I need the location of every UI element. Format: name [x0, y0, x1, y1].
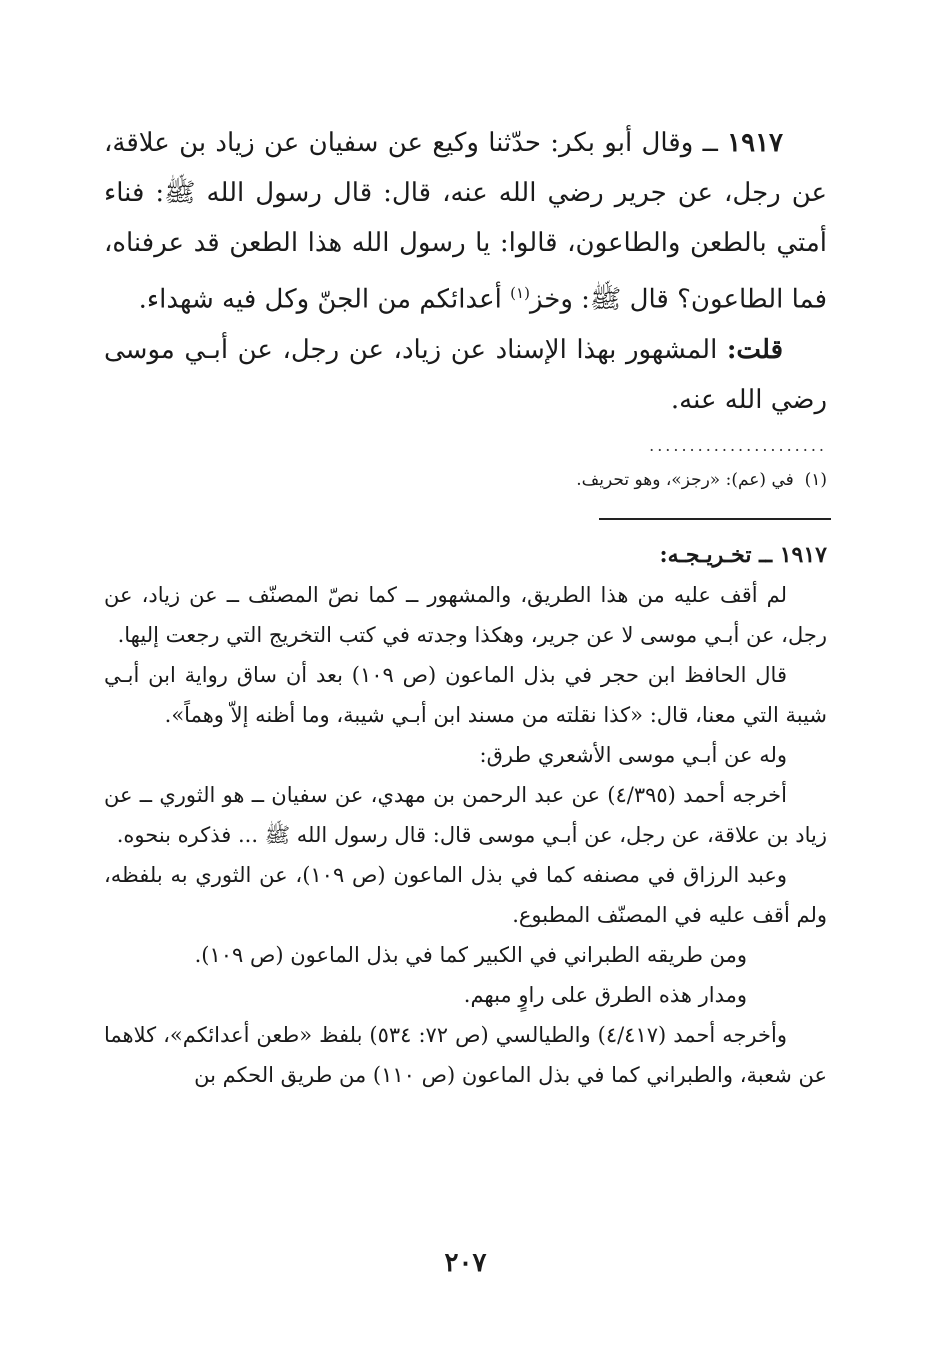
takhrij-paragraph: ومن طريقه الطبراني في الكبير كما في بذل الماعون (ص ١٠٩).	[194, 943, 747, 967]
takhrij-heading-text: ــ تخـريـجـه:	[659, 542, 773, 568]
takhrij-paragraph: وله عن أبـي موسى الأشعري طرق:	[479, 743, 787, 767]
hadith-text-continued: أعدائكم من الجنّ وكل فيه شهداء.	[138, 284, 511, 315]
takhrij-heading-number: ١٩١٧	[779, 542, 827, 568]
qult-text: المشهور بهذا الإسناد عن زياد، عن رجل، عن أبـي موسى رضي الله عنه.	[104, 334, 827, 415]
footnote	[104, 465, 827, 495]
section-divider	[599, 518, 831, 520]
hadith-section	[104, 118, 827, 425]
qult-paragraph	[104, 325, 827, 425]
footnote-separator: ......................	[649, 436, 827, 455]
takhrij-section	[104, 535, 827, 1095]
takhrij-paragraph: وعبد الرزاق في مصنفه كما في بذل الماعون (ص ١٠٩)، عن الثوري به بلفظه، ولم أقف عليه في المصنّف المطبوع.	[104, 863, 827, 927]
qult-label: قلت:	[726, 334, 783, 365]
takhrij-paragraph: وأخرجه أحمد (٤/٤١٧) والطيالسي (ص ٧٢: ٥٣٤) بلفظ «طعن أعدائكم»، كلاهما عن شعبة، والطبراني كما في بذل الماعون (ص ١١٠) من طريق الحكم بن	[104, 1023, 827, 1087]
hadith-number: ١٩١٧	[727, 128, 784, 158]
footnote-marker: (١)	[804, 470, 827, 490]
footnote-reference: (١)	[510, 284, 530, 302]
takhrij-paragraph: ومدار هذه الطرق على راوٍ مبهم.	[463, 983, 747, 1007]
takhrij-heading	[104, 535, 827, 575]
hadith-dash: ــ	[702, 128, 718, 158]
footnote-text: في (عم): «رجز»، وهو تحريف.	[576, 470, 794, 490]
takhrij-paragraph: لم أقف عليه من هذا الطريق، والمشهور ــ كما نصّ المصنّف ــ عن زياد، عن رجل، عن أبـي موسى لا عن جرير، وهكذا وجدته في كتب التخريج التي رجعت إليها.	[104, 583, 827, 647]
takhrij-paragraph: أخرجه أحمد (٤/٣٩٥) عن عبد الرحمن بن مهدي، عن سفيان ــ هو الثوري ــ عن زياد بن علاقة، عن رجل، عن أبـي موسى قال: قال رسول الله ﷺ ... فذكره بنحوه.	[104, 783, 827, 847]
page-number: ٢٠٧	[444, 1248, 487, 1278]
hadith-paragraph	[104, 118, 827, 325]
takhrij-paragraph: قال الحافظ ابن حجر في بذل الماعون (ص ١٠٩) بعد أن ساق رواية ابن أبـي شيبة التي معنا، قال: «كذا نقلته من مسند ابن أبـي شيبة، وما أظنه إلاّ وهماً».	[104, 663, 827, 727]
hadith-text: وقال أبو بكر: حدّثنا وكيع عن سفيان عن زياد بن علاقة، عن رجل، عن جرير رضي الله عنه، قال: قال رسول الله ﷺ: فناء أمتي بالطعن والطاعون، قالوا: يا رسول الله هذا الطعن قد عرفناه، فما الطاعون؟ قال ﷺ: وخز	[104, 128, 827, 315]
